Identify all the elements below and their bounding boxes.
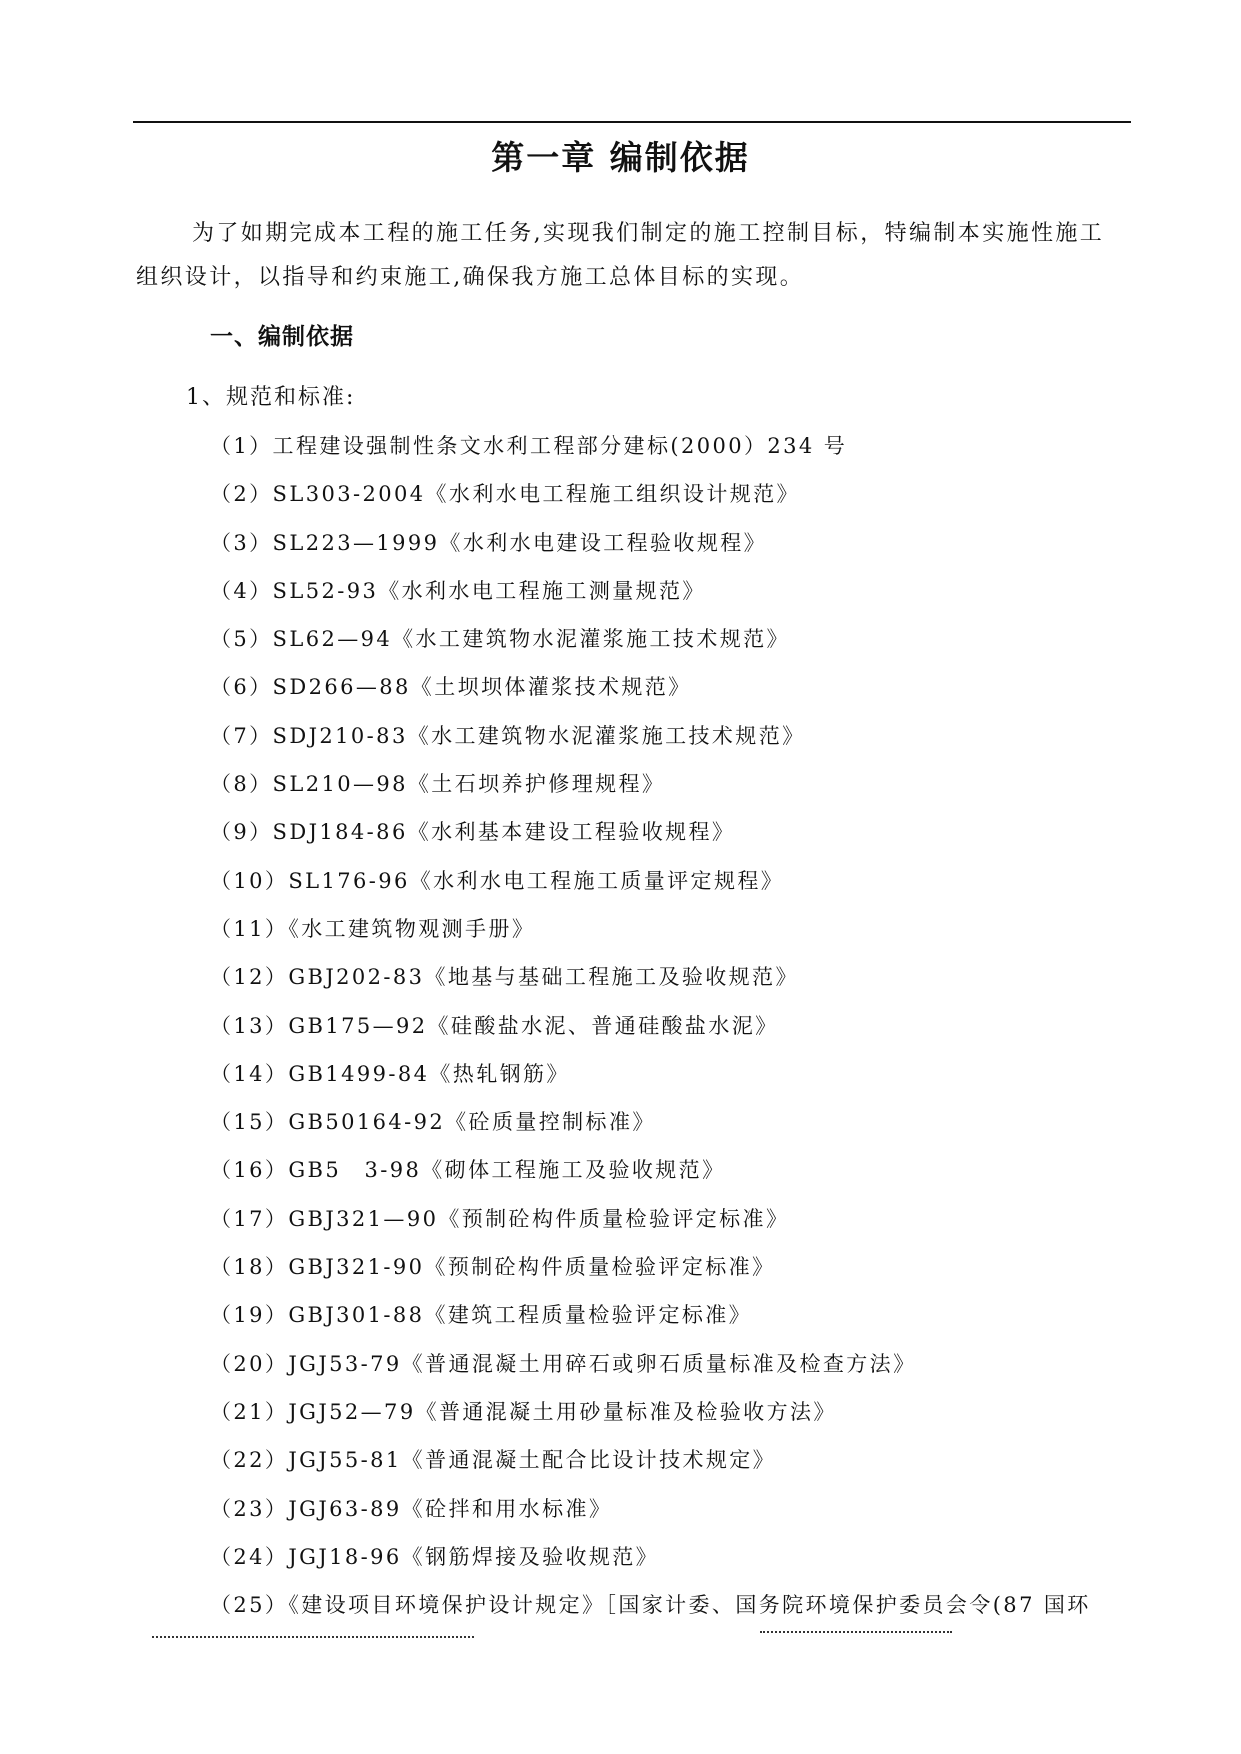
list-item: （15）GB50164-92《砼质量控制标准》 [210, 1110, 656, 1135]
list-item: （16）GB5 3-98《砌体工程施工及验收规范》 [210, 1158, 726, 1183]
list-item: （24）JGJ18-96《钢筋焊接及验收规范》 [210, 1544, 660, 1569]
list-item: （5）SL62—94《水工建筑物水泥灌浆施工技术规范》 [210, 627, 790, 652]
list-item: （6）SD266—88《土坝坝体灌浆技术规范》 [210, 675, 692, 700]
footer-dotted-rule-left [152, 1636, 474, 1638]
list-item: （18）GBJ321-90《预制砼构件质量检验评定标准》 [210, 1255, 776, 1280]
list-item: （10）SL176-96《水利水电工程施工质量评定规程》 [210, 868, 785, 893]
list-item: （7）SDJ210-83《水工建筑物水泥灌浆施工技术规范》 [210, 723, 806, 748]
list-item: （23）JGJ63-89《砼拌和用水标准》 [210, 1496, 613, 1521]
standards-list [210, 429, 1140, 1636]
section-heading: 一、编制依据 [210, 324, 354, 350]
list-item: （3）SL223—1999《水利水电建设工程验收规程》 [210, 530, 768, 555]
chapter-title: 第一章 编制依据 [491, 138, 750, 177]
list-item: （20）JGJ53-79《普通混凝土用碎石或卵石质量标准及检查方法》 [210, 1351, 917, 1376]
footer-dotted-rule-right [760, 1631, 952, 1633]
list-item: （4）SL52-93《水利水电工程施工测量规范》 [210, 578, 706, 603]
sub-heading: 1、规范和标准: [186, 385, 356, 410]
list-item: （12）GBJ202-83《地基与基础工程施工及验收规范》 [210, 965, 799, 990]
list-item: （22）JGJ55-81《普通混凝土配合比设计技术规定》 [210, 1448, 777, 1473]
list-item: （8）SL210—98《土石坝养护修理规程》 [210, 772, 666, 797]
list-item: （9）SDJ184-86《水利基本建设工程验收规程》 [210, 820, 736, 845]
list-item: （21）JGJ52—79《普通混凝土用砂量标准及检验收方法》 [210, 1399, 837, 1424]
list-item: （2）SL303-2004《水利水电工程施工组织设计规范》 [210, 482, 800, 507]
header-rule [133, 121, 1131, 123]
intro-line-2: 组织设计，以指导和约束施工,确保我方施工总体目标的实现。 [136, 265, 805, 290]
list-item: （13）GB175—92《硅酸盐水泥、普通硅酸盐水泥》 [210, 1013, 779, 1038]
list-item: （17）GBJ321—90《预制砼构件质量检验评定标准》 [210, 1206, 790, 1231]
list-item: （14）GB1499-84《热轧钢筋》 [210, 1061, 570, 1086]
list-item: （1）工程建设强制性条文水利工程部分建标(2000）234 号 [210, 434, 848, 458]
list-item: （19）GBJ301-88《建筑工程质量检验评定标准》 [210, 1303, 753, 1328]
list-item: （25）《建设项目环境保护设计规定》［国家计委、国务院环境保护委员会令(87 国环 [210, 1593, 1091, 1618]
intro-line-1: 为了如期完成本工程的施工任务,实现我们制定的施工控制目标，特编制本实施性施工 [192, 221, 1105, 246]
list-item: （11）《水工建筑物观测手册》 [210, 916, 536, 941]
intro-paragraph [136, 212, 1134, 300]
